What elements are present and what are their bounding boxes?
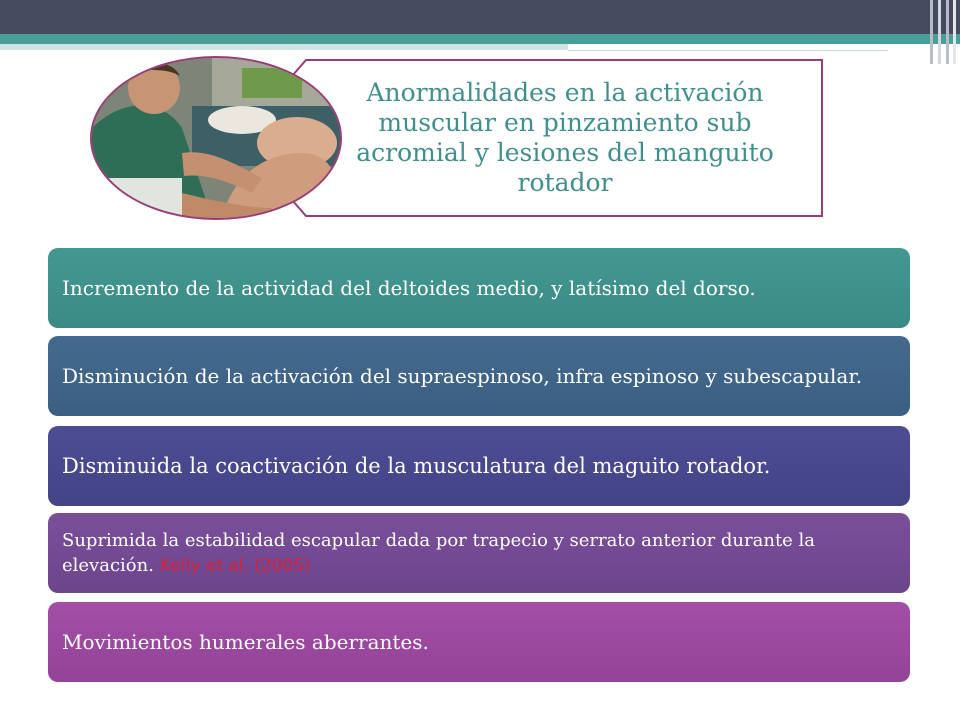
slide-title: Anormalidades en la activación muscular en pinzamiento sub acromial y lesiones del manguito rotador xyxy=(356,78,774,197)
finding-item-content xyxy=(62,528,896,578)
finding-item-scapular-stability xyxy=(48,513,910,593)
finding-item-text: Incremento de la actividad del deltoides medio, y latísimo del dorso. xyxy=(62,275,756,300)
top-header-bar xyxy=(0,0,960,34)
finding-item-text: Disminución de la activación del supraespinoso, infra espinoso y subescapular. xyxy=(62,363,863,388)
finding-item-deltoid xyxy=(48,248,910,328)
citation-text: Kelly et al. (2005) xyxy=(160,556,311,576)
decorative-rail xyxy=(930,0,933,64)
header-accent-band-light xyxy=(0,44,568,50)
finding-item-supraspinatus xyxy=(48,336,910,416)
decorative-rail xyxy=(938,0,941,64)
finding-item-text: Movimientos humerales aberrantes. xyxy=(62,629,429,654)
header-accent-band xyxy=(0,34,960,44)
therapy-photo xyxy=(90,56,342,220)
header-thin-line xyxy=(568,48,888,50)
finding-item-humeral-movements xyxy=(48,602,910,682)
therapy-photo-illustration xyxy=(92,58,340,218)
finding-item-text: Suprimida la estabilidad escapular dada por trapecio y serrato anterior durante la elevación. xyxy=(62,530,816,576)
decorative-rail xyxy=(953,0,956,64)
decorative-rail xyxy=(946,0,949,64)
finding-item-text: Disminuida la coactivación de la musculatura del maguito rotador. xyxy=(62,453,771,478)
finding-item-coactivation xyxy=(48,426,910,506)
